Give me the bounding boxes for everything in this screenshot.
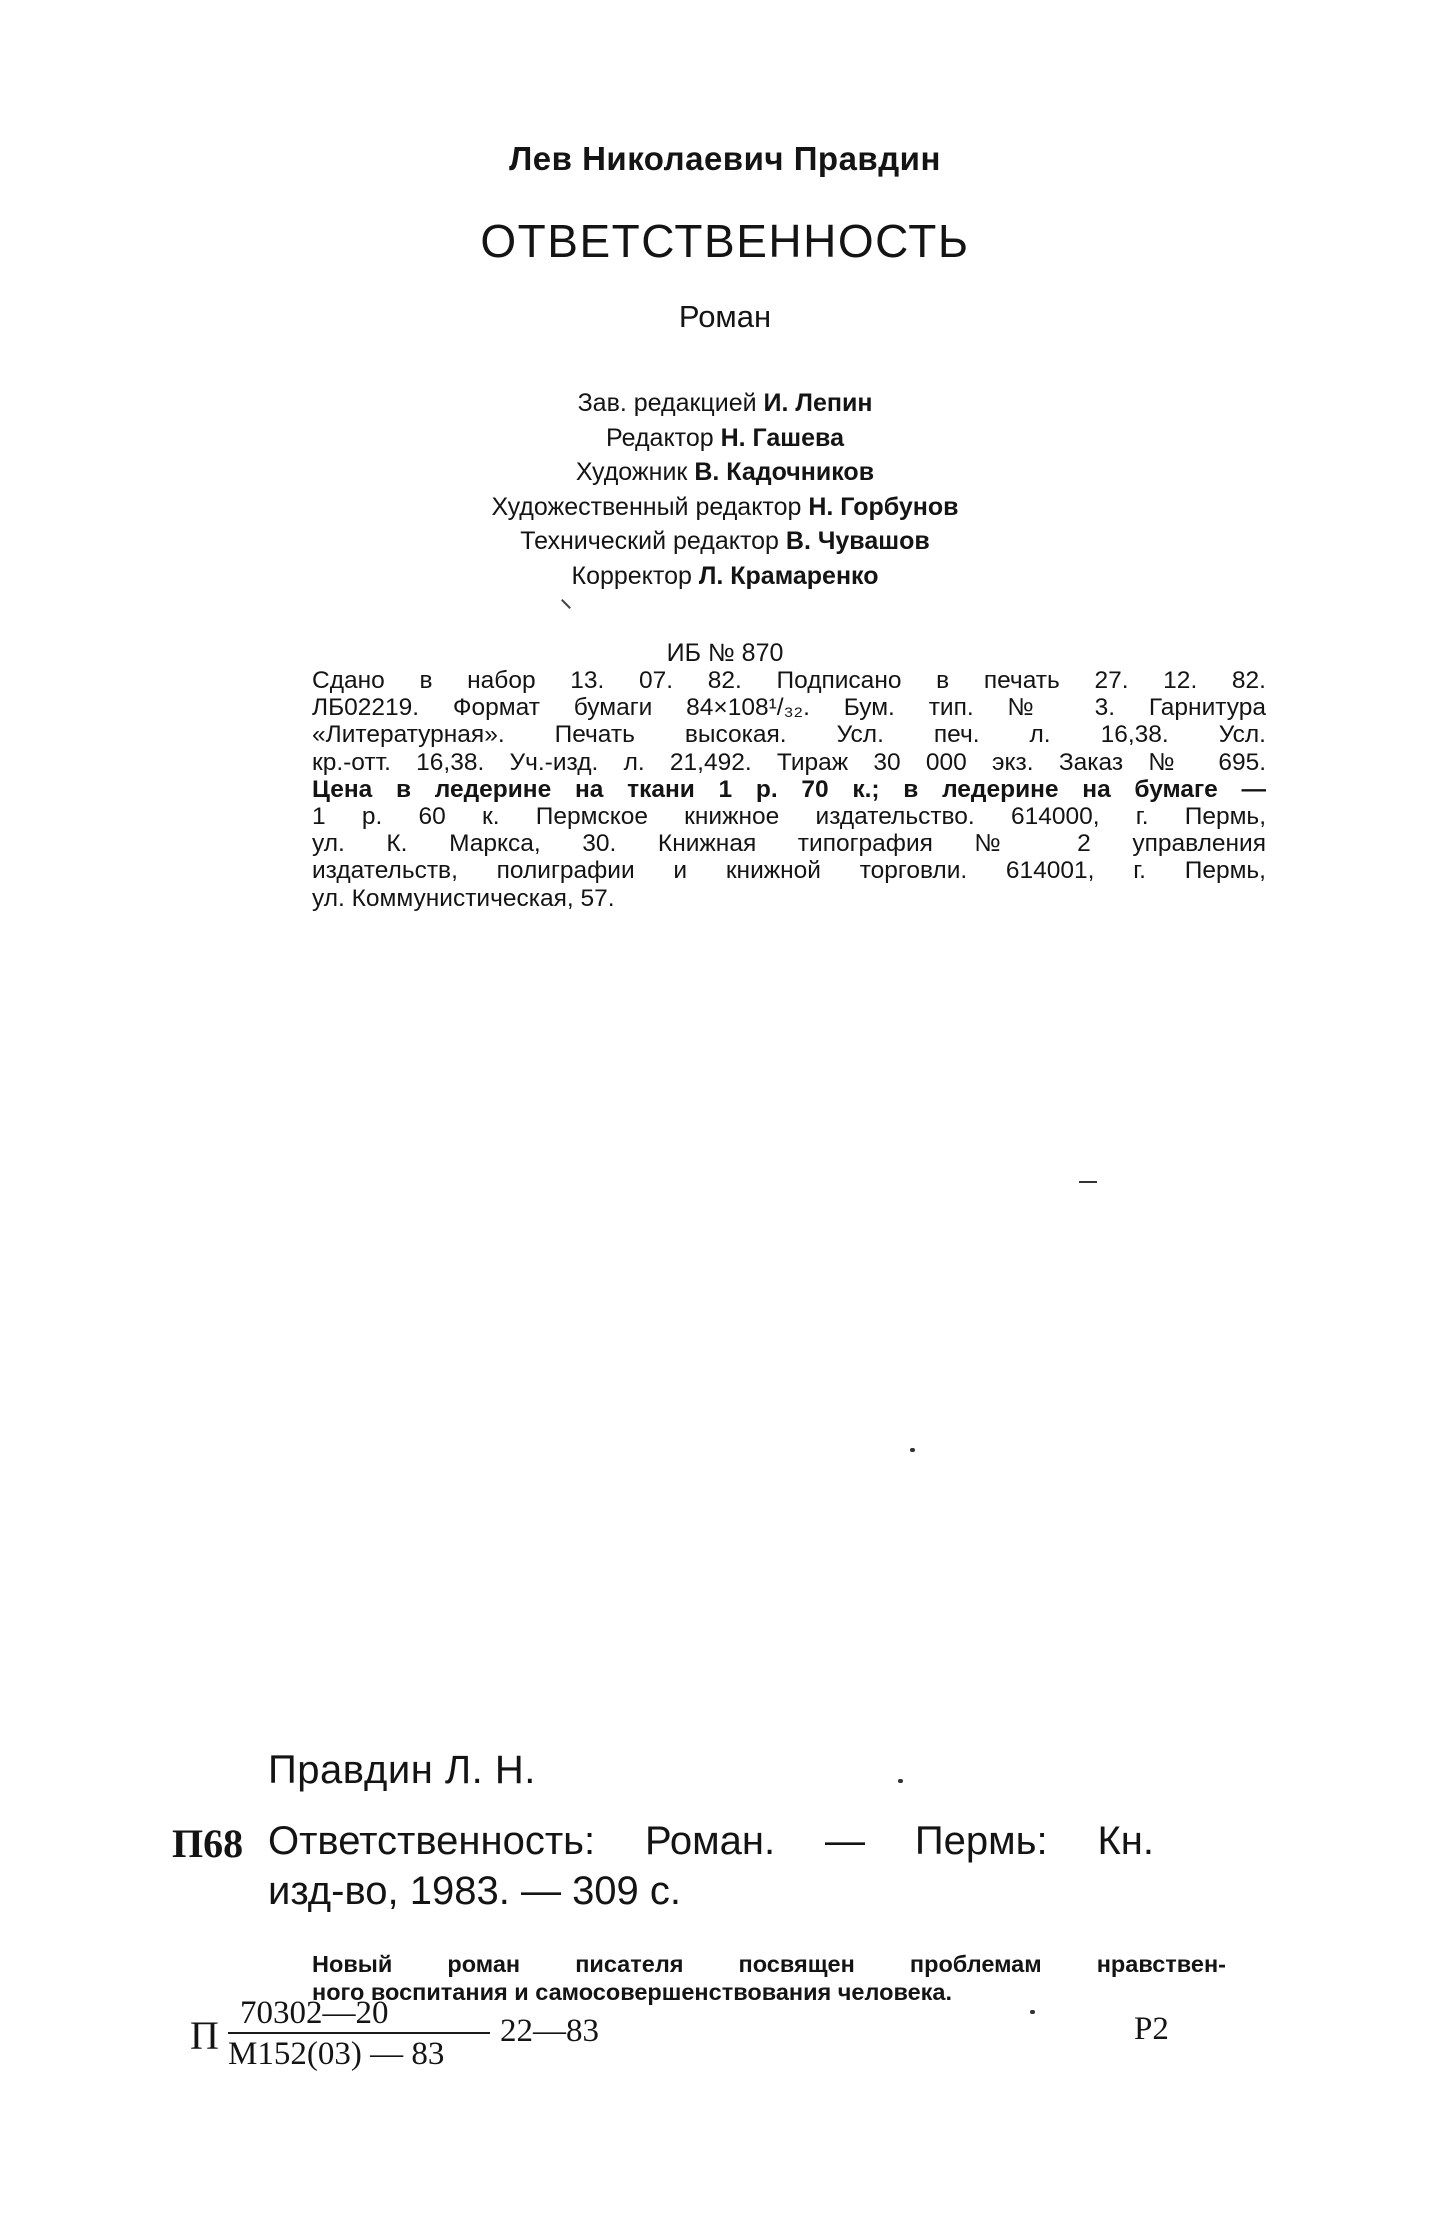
credit-name: И. Лепин (763, 389, 873, 417)
classification-code: Р2 (1134, 2011, 1169, 2047)
credit-name: Л. Крамаренко (698, 561, 879, 590)
annotation-line: Новый роман писателя посвящен проблемам нравствен- (312, 1951, 1226, 1977)
imprint-line: ул. К. Маркса, 30. Книжная типография № 2 управления (312, 830, 1266, 858)
stray-mark (1030, 2010, 1035, 2014)
imprint-line: кр.-отт. 16,38. Уч.-изд. л. 21,492. Тираж 30 000 экз. Заказ № 695. (312, 748, 1266, 776)
imprint-line: издательств, полиграфии и книжной торговли. 614001, г. Пермь, (312, 857, 1266, 885)
stray-mark (910, 1448, 915, 1452)
stray-mark (1079, 1181, 1097, 1183)
credit-line (0, 455, 1450, 490)
fraction-numerator: 70302—20 (240, 1995, 389, 2031)
imprint-block (312, 667, 1266, 912)
credit-line (0, 490, 1450, 525)
description-line: изд-во, 1983. — 309 с. (268, 1869, 682, 1913)
imprint-line: ЛБ02219. Формат бумаги 84×108¹/₃₂. Бум. тип. № 3. Гарнитура (312, 694, 1266, 722)
ib-number: ИБ № 870 (666, 639, 784, 667)
classification-prefix: П (190, 2013, 219, 2058)
classification-fraction (228, 1994, 490, 2074)
fraction-denominator: М152(03) — 83 (228, 2036, 445, 2072)
credit-line (0, 421, 1450, 456)
imprint-line: 1 р. 60 к. Пермское книжное издательство. 614000, г. Пермь, (312, 802, 1266, 830)
credits-list (0, 386, 1450, 593)
description-line: Ответственность: Роман. — Пермь: Кн. (268, 1819, 1154, 1863)
credit-role: Зав. редакцией (577, 389, 757, 417)
credit-role: Редактор (606, 423, 714, 452)
credit-line (0, 559, 1450, 594)
credit-name: В. Кадочников (694, 458, 875, 486)
bibliographic-description (268, 1816, 1154, 1916)
credit-name: Н. Горбунов (808, 492, 959, 521)
imprint-line: Сдано в набор 13. 07. 82. Подписано в печать 27. 12. 82. (312, 667, 1266, 694)
classification-number: 22—83 (500, 2013, 599, 2049)
imprint-line: ул. Коммунистическая, 57. (312, 884, 615, 912)
credit-role: Корректор (571, 561, 692, 590)
author-name: Лев Николаевич Правдин (509, 140, 941, 177)
credit-name: Н. Гашева (720, 423, 844, 452)
imprint-line: Цена в ледерине на ткани 1 р. 70 к.; в ледерине на бумаге — (312, 775, 1266, 803)
imprint-line: «Литературная». Печать высокая. Усл. печ. л. 16,38. Усл. (312, 721, 1266, 749)
stray-mark (561, 599, 571, 609)
stray-mark (898, 1779, 903, 1783)
bibliographic-code: П68 (172, 1821, 244, 1866)
book-genre: Роман (678, 299, 772, 334)
bibliographic-author: Правдин Л. Н. (268, 1748, 536, 1792)
credit-line (0, 386, 1450, 421)
credit-role: Художник (575, 458, 688, 486)
credit-role: Технический редактор (520, 527, 779, 555)
annotation-line: ного воспитания и самосовершенствования человека. (312, 1979, 953, 2005)
book-title: ОТВЕТСТВЕННОСТЬ (480, 215, 970, 267)
credit-role: Художественный редактор (491, 492, 802, 521)
credit-name: В. Чувашов (785, 527, 930, 555)
credit-line (0, 524, 1450, 559)
